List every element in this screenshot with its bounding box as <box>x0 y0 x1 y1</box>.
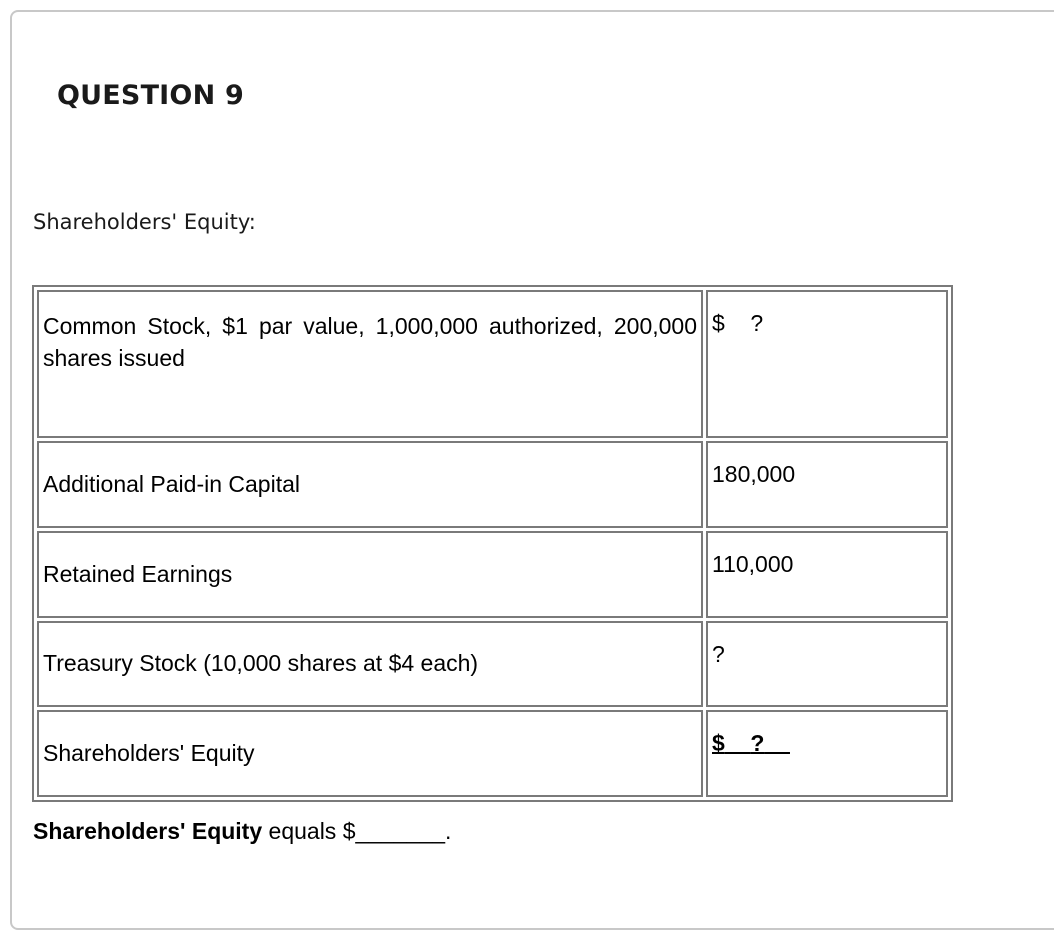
row-amount: 110,000 <box>706 531 948 618</box>
table-row <box>37 710 948 797</box>
row-label: Additional Paid-in Capital <box>37 441 703 528</box>
table-row <box>37 621 948 708</box>
row-label: Treasury Stock (10,000 shares at $4 each) <box>37 621 703 708</box>
answer-prompt <box>33 818 451 845</box>
section-label: Shareholders' Equity: <box>33 210 256 234</box>
question-title: QUESTION 9 <box>57 80 244 111</box>
row-label: Common Stock, $1 par value, 1,000,000 authorized, 200,000 shares issued <box>37 290 703 438</box>
table-row <box>37 290 948 438</box>
row-amount <box>706 290 948 438</box>
answer-rest-text: equals $_______. <box>262 818 452 844</box>
row-amount: ? <box>706 621 948 708</box>
total-blank-left <box>725 730 751 756</box>
row-amount <box>706 710 948 797</box>
row-amount: 180,000 <box>706 441 948 528</box>
common-stock-amount: $ ? <box>712 310 764 336</box>
table-row <box>37 441 948 528</box>
total-dollar-sign: $ <box>712 730 725 757</box>
total-value: ? <box>750 730 765 757</box>
total-amount <box>712 730 790 756</box>
table-row <box>37 531 948 618</box>
total-blank-right <box>764 730 790 756</box>
row-label: Retained Earnings <box>37 531 703 618</box>
row-label: Shareholders' Equity <box>37 710 703 797</box>
answer-bold-label: Shareholders' Equity <box>33 818 263 844</box>
shareholders-equity-table <box>32 285 953 802</box>
